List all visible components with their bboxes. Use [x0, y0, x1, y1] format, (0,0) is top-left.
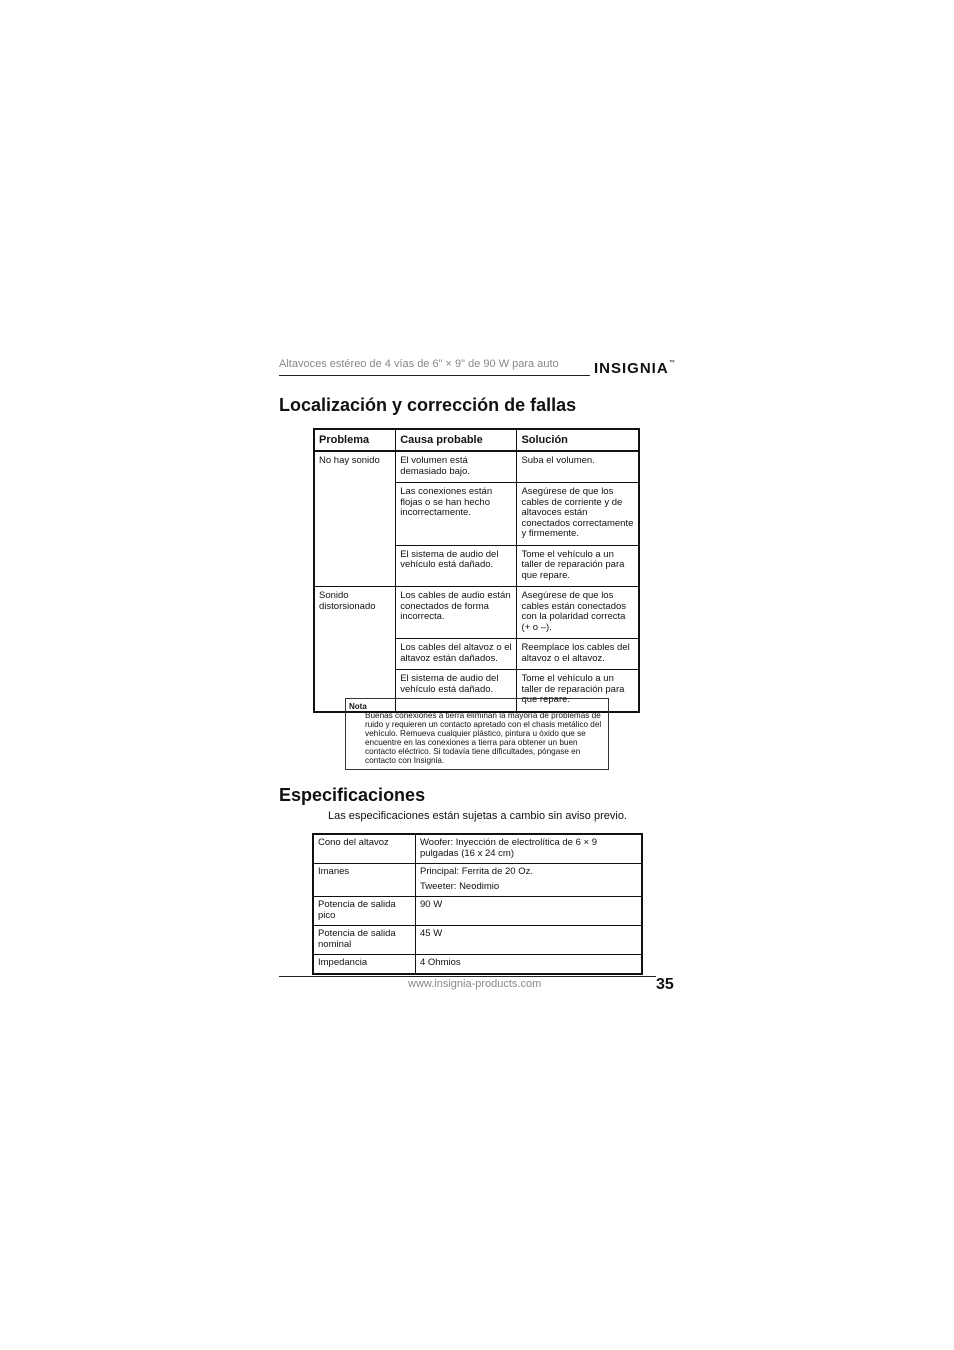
specifications-heading: Especificaciones	[279, 785, 426, 805]
spec-value: 45 W	[416, 926, 643, 955]
cause-cell: Las conexiones están flojas o se han hecho incorrectamente.	[396, 483, 517, 546]
spec-value-line: Principal: Ferrita de 20 Oz.	[420, 866, 533, 877]
brand-logo	[594, 360, 676, 377]
page-number: 35	[656, 976, 674, 993]
spec-value: 4 Ohmios	[416, 955, 643, 974]
spec-key: Cono del altavoz	[313, 834, 416, 864]
column-header: Solución	[517, 429, 639, 451]
footer-url: www.insignia-products.com	[408, 978, 542, 990]
cause-cell: El sistema de audio del vehículo está dañado.	[396, 670, 517, 712]
table-row	[313, 897, 642, 926]
troubleshooting-table	[313, 428, 640, 713]
table-row	[314, 451, 639, 483]
cause-cell: Los cables del altavoz o el altavoz están dañados.	[396, 639, 517, 670]
solution-cell: Reemplace los cables del altavoz o el altavoz.	[517, 639, 639, 670]
spec-key: Potencia de salida nominal	[313, 926, 416, 955]
problem-cell: No hay sonido	[314, 451, 396, 587]
spec-key: Impedancia	[313, 955, 416, 974]
cause-cell: Los cables de audio están conectados de forma incorrecta.	[396, 587, 517, 639]
table-row	[313, 864, 642, 897]
header-rule	[279, 375, 590, 376]
specifications-intro: Las especificaciones están sujetas a cambio sin aviso previo.	[328, 810, 627, 822]
solution-cell: Suba el volumen.	[517, 451, 639, 483]
specifications-table	[312, 833, 643, 975]
cause-cell: El volumen está demasiado bajo.	[396, 451, 517, 483]
spec-key: Imanes	[313, 864, 416, 897]
table-row	[313, 834, 642, 864]
spec-value: Woofer: Inyección de electrolítica de 6 × 9 pulgadas (16 x 24 cm)	[416, 834, 643, 864]
table-row	[313, 955, 642, 974]
spec-key: Potencia de salida pico	[313, 897, 416, 926]
brand-name: INSIGNIA	[594, 360, 669, 377]
solution-cell: Asegúrese de que los cables están conectados con la polaridad correcta (+ o –).	[517, 587, 639, 639]
spec-value: 90 W	[416, 897, 643, 926]
table-row	[313, 926, 642, 955]
cause-cell: El sistema de audio del vehículo está dañado.	[396, 545, 517, 587]
table-row	[314, 587, 639, 639]
spec-value	[416, 864, 643, 897]
solution-cell: Tome el vehículo a un taller de reparación para que repare.	[517, 670, 639, 712]
column-header: Causa probable	[396, 429, 517, 451]
troubleshooting-heading: Localización y corrección de fallas	[279, 395, 577, 415]
problem-cell: Sonido distorsionado	[314, 587, 396, 712]
column-header: Problema	[314, 429, 396, 451]
running-header: Altavoces estéreo de 4 vías de 6" × 9" de 90 W para auto	[279, 358, 559, 370]
note-box	[345, 698, 609, 770]
solution-cell: Asegúrese de que los cables de corriente y de altavoces están conectados correctamente y firmemente.	[517, 483, 639, 546]
note-text: Buenas conexiones a tierra eliminan la mayoría de problemas de ruido y requieren un contacto apretado con el chasis metálico del vehículo. Remueva cualquier plástico, pintura u óxido que se encuentre en las conexiones a tierra para obtener un buen contacto eléctrico. Si todavía tiene dificultades, póngase en contacto con Insignia.	[365, 711, 602, 766]
note-label: Nota	[349, 702, 367, 711]
table-header-row	[314, 429, 639, 451]
footer-rule	[279, 976, 656, 977]
spec-value-line: Tweeter: Neodimio	[420, 880, 500, 892]
solution-cell: Tome el vehículo a un taller de reparación para que repare.	[517, 545, 639, 587]
trademark-mark: ™	[668, 360, 676, 366]
